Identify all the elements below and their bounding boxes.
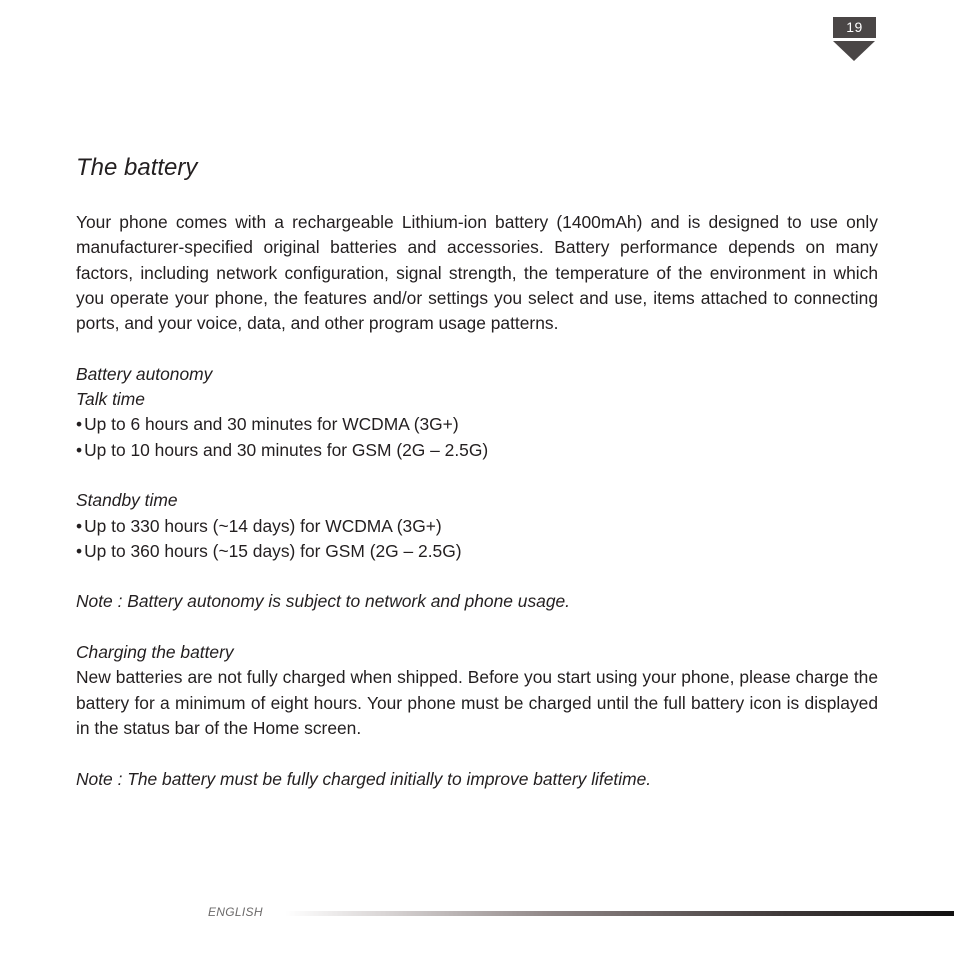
section-title: The battery: [76, 154, 198, 181]
charging-note: Note : The battery must be fully charged initially to improve battery lifetime.: [76, 768, 652, 789]
spacer: [76, 336, 878, 361]
page-number-tab: [833, 17, 876, 62]
page-number: 19: [833, 17, 876, 38]
page-tab-arrow-icon: [833, 41, 875, 61]
talk-time-item-wcdma: • Up to 6 hours and 30 minutes for WCDMA (3G+): [76, 412, 878, 437]
standby-time-item-gsm: • Up to 360 hours (~15 days) for GSM (2G – 2.5G): [76, 539, 878, 564]
charging-heading: Charging the battery: [76, 642, 234, 663]
intro-paragraph: Your phone comes with a rechargeable Lithium-ion battery (1400mAh) and is designed to use only manufacturer-specified original batteries and accessories. Battery performance depends on many factors, including network configuration, signal strength, the temperature of the environment in which you operate your phone, the features and/or settings you select and use, items attached to connecting ports, and your voice, data, and other program usage patterns.: [76, 212, 878, 334]
spacer: [76, 741, 878, 766]
spacer: [76, 615, 878, 640]
footer-gradient-rule: [285, 911, 954, 916]
charging-paragraph: New batteries are not fully charged when shipped. Before you start using your phone, please charge the battery for a minimum of eight hours. Your phone must be charged until the full battery icon is displayed in the status bar of the Home screen.: [76, 667, 878, 738]
spacer: [76, 564, 878, 589]
talk-time-item-gsm: • Up to 10 hours and 30 minutes for GSM (2G – 2.5G): [76, 438, 878, 463]
standby-time-item-wcdma: • Up to 330 hours (~14 days) for WCDMA (3G+): [76, 514, 878, 539]
autonomy-note: Note : Battery autonomy is subject to network and phone usage.: [76, 591, 570, 612]
talk-time-label: Talk time: [76, 389, 145, 410]
footer-language-label: ENGLISH: [208, 905, 263, 919]
page-content: [76, 210, 878, 792]
battery-autonomy-heading: Battery autonomy: [76, 363, 213, 384]
spacer: [76, 463, 878, 488]
standby-time-label: Standby time: [76, 490, 178, 511]
